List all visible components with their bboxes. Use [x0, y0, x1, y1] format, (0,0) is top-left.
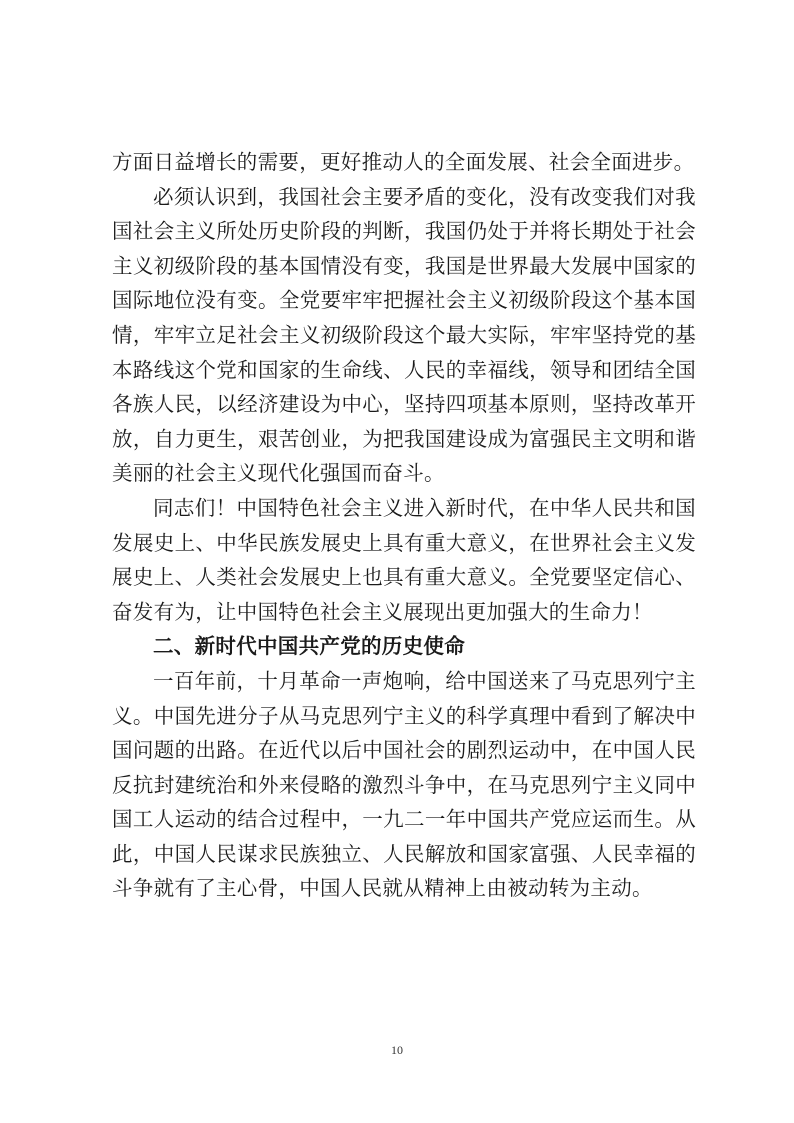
page-number: 10 [391, 1043, 403, 1057]
section-heading: 二、新时代中国共产党的历史使命 [153, 634, 465, 659]
paragraph-basic-national-conditions: 必须认识到，我国社会主要矛盾的变化，没有改变我们对我国社会主义所处历史阶段的判断，我国仍处于并将长期处于社会主义初级阶段的基本国情没有变，我国是世界最大发展中国家的国际地位没有变。全党要牢牢把握社会主义初级阶段这个基本国情，牢牢立足社会主义初级阶段这个最大实际，牢牢坚持党的基本路线这个党和国家的生命线、人民的幸福线，领导和团结全国各族人民，以经济建设为中心，坚持四项基本原则，坚持改革开放，自力更生，艰苦创业，为把我国建设成为富强民主文明和谐美丽的社会主义现代化强国而奋斗。 [112, 184, 696, 486]
paragraph-new-era-significance: 同志们！中国特色社会主义进入新时代，在中华人民共和国发展史上、中华民族发展史上具有重大意义，在世界社会主义发展史上、人类社会发展史上也具有重大意义。全党要坚定信心、奋发有为，让中国特色社会主义展现出更加强大的生命力！ [112, 495, 696, 624]
paragraph-continuation: 方面日益增长的需要，更好推动人的全面发展、社会全面进步。 [112, 150, 695, 174]
paragraph-historical-mission: 一百年前，十月革命一声炮响，给中国送来了马克思列宁主义。中国先进分子从马克思列宁主义的科学真理中看到了解决中国问题的出路。在近代以后中国社会的剧烈运动中，在中国人民反抗封建统治和外来侵略的激烈斗争中，在马克思列宁主义同中国工人运动的结合过程中，一九二一年中国共产党应运而生。从此，中国人民谋求民族独立、人民解放和国家富强、人民幸福的斗争就有了主心骨，中国人民就从精神上由被动转为主动。 [112, 668, 696, 901]
document-body [112, 145, 696, 906]
